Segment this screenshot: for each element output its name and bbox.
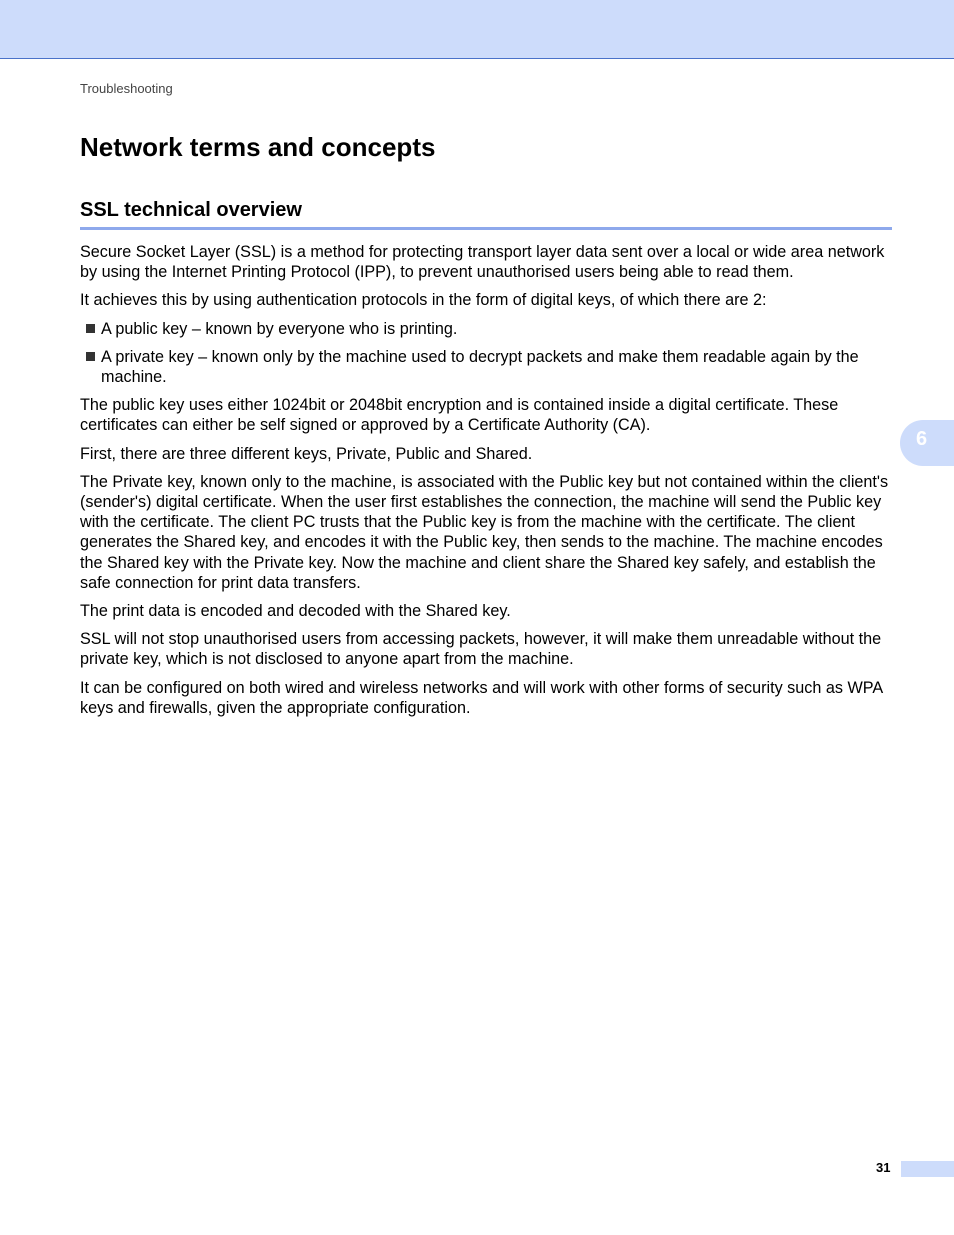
square-bullet-icon <box>86 324 95 333</box>
key-list <box>80 319 894 388</box>
list-item-text: A public key – known by everyone who is printing. <box>101 319 458 338</box>
list-item <box>80 319 894 339</box>
paragraph: The print data is encoded and decoded with the Shared key. <box>80 602 511 621</box>
paragraph: The public key uses either 1024bit or 2048bit encryption and is contained inside a digital certificate. These certificates can either be self signed or approved by a Certificate Authority (CA). <box>80 396 839 435</box>
page-title: Network terms and concepts <box>80 132 436 162</box>
paragraph: SSL will not stop unauthorised users from accessing packets, however, it will make them unreadable without the private key, which is not disclosed to anyone apart from the machine. <box>80 630 882 669</box>
paragraph: First, there are three different keys, Private, Public and Shared. <box>80 444 533 463</box>
paragraph: The Private key, known only to the machine, is associated with the Public key but not contained within the client's (sender's) digital certificate. When the user first establishes the connection, the machine will send the Public key with the certificate. The client PC trusts that the Public key is from the machine with the certificate. The client generates the Shared key, and encodes it with the Public key, then sends to the machine. The machine encodes the Shared key with the Private key. Now the machine and client share the Shared key safely, and establish the safe connection for print data transfers. <box>80 472 889 592</box>
list-item <box>80 347 894 387</box>
chapter-number: 6 <box>916 428 928 450</box>
paragraph: It achieves this by using authentication protocols in the form of digital keys, of which there are 2: <box>80 291 767 310</box>
breadcrumb: Troubleshooting <box>80 81 173 96</box>
header-band <box>0 0 954 59</box>
square-bullet-icon <box>86 352 95 361</box>
page-number-bar <box>901 1161 954 1177</box>
page-number: 31 <box>876 1160 891 1175</box>
paragraph: Secure Socket Layer (SSL) is a method for protecting transport layer data sent over a local or wide area network by using the Internet Printing Protocol (IPP), to prevent unauthorised users being able to read them. <box>80 243 885 282</box>
section-body <box>80 242 894 726</box>
list-item-text: A private key – known only by the machine used to decrypt packets and make them readable again by the machine. <box>101 347 859 387</box>
paragraph: It can be configured on both wired and wireless networks and will work with other forms of security such as WPA keys and firewalls, given the appropriate configuration. <box>80 678 883 717</box>
section-divider <box>80 227 892 230</box>
section-title: SSL technical overview <box>80 199 302 221</box>
